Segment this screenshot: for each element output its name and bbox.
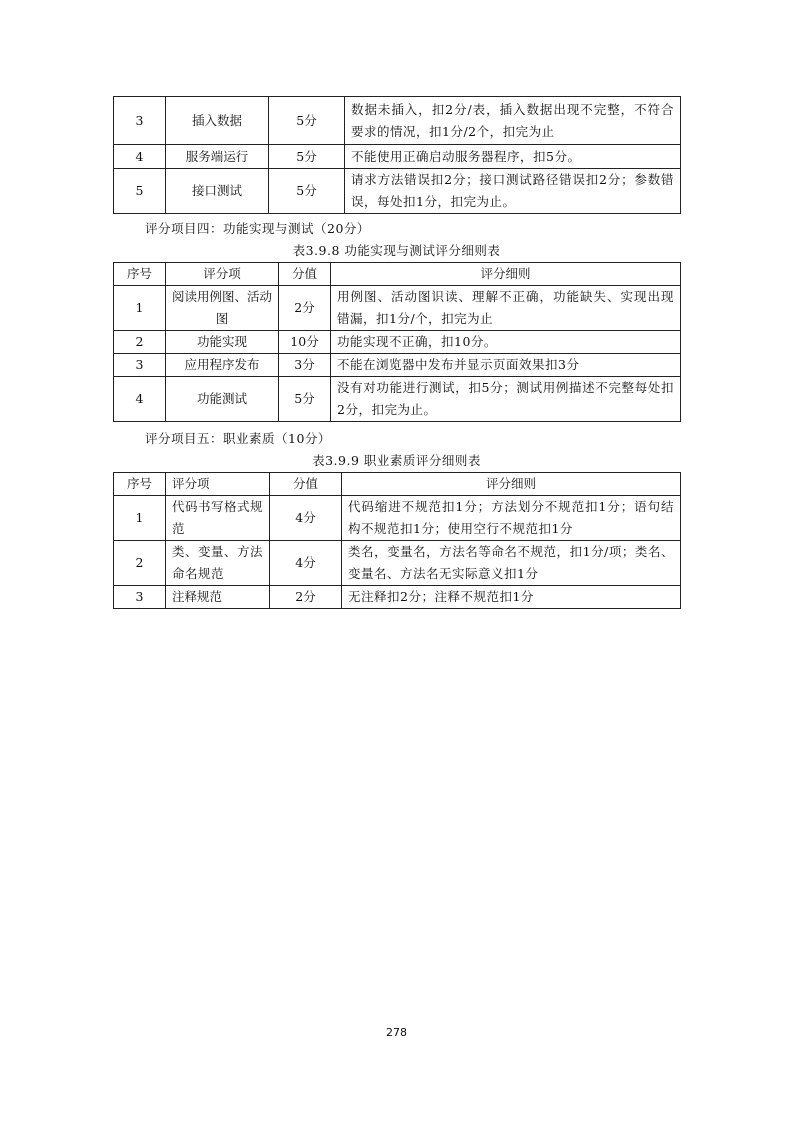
row-score: 10分 bbox=[279, 331, 331, 354]
header-detail: 评分细则 bbox=[342, 473, 681, 496]
table-row bbox=[114, 541, 681, 586]
header-score: 分值 bbox=[270, 473, 342, 496]
table-row bbox=[114, 586, 681, 609]
row-detail: 无注释扣2分；注释不规范扣1分 bbox=[342, 586, 681, 609]
row-score: 2分 bbox=[279, 286, 331, 331]
table-caption-4: 表3.9.8 功能实现与测试评分细则表 bbox=[292, 243, 501, 258]
row-score: 5分 bbox=[269, 97, 345, 145]
row-item: 注释规范 bbox=[166, 586, 270, 609]
row-item: 阅读用例图、活动图 bbox=[166, 286, 279, 331]
row-detail: 没有对功能进行测试，扣5分；测试用例描述不完整每处扣2分，扣完为止。 bbox=[331, 377, 681, 422]
row-detail: 不能在浏览器中发布并显示页面效果扣3分 bbox=[331, 354, 681, 377]
table-row bbox=[114, 354, 681, 377]
row-detail: 不能使用正确启动服务器程序，扣5分。 bbox=[345, 145, 681, 169]
row-number: 1 bbox=[114, 286, 166, 331]
header-item: 评分项 bbox=[166, 473, 270, 496]
row-item: 功能实现 bbox=[166, 331, 279, 354]
table-row bbox=[114, 169, 681, 214]
row-score: 4分 bbox=[270, 496, 342, 541]
row-number: 4 bbox=[114, 145, 166, 169]
row-item: 插入数据 bbox=[166, 97, 269, 145]
header-number: 序号 bbox=[114, 263, 166, 286]
row-score: 4分 bbox=[270, 541, 342, 586]
row-detail: 数据未插入，扣2分/表，插入数据出现不完整，不符合要求的情况，扣1分/2个，扣完为止 bbox=[345, 97, 681, 145]
section-heading-5: 评分项目五：职业素质（10分） bbox=[145, 431, 331, 446]
row-item: 应用程序发布 bbox=[166, 354, 279, 377]
row-number: 3 bbox=[114, 586, 166, 609]
table-caption-5: 表3.9.9 职业素质评分细则表 bbox=[312, 453, 481, 468]
row-item: 类、变量、方法命名规范 bbox=[166, 541, 270, 586]
header-detail: 评分细则 bbox=[331, 263, 681, 286]
row-score: 5分 bbox=[269, 145, 345, 169]
row-number: 5 bbox=[114, 169, 166, 214]
table-continued bbox=[113, 96, 681, 214]
row-score: 3分 bbox=[279, 354, 331, 377]
table-row bbox=[114, 97, 681, 145]
row-number: 3 bbox=[114, 354, 166, 377]
header-item: 评分项 bbox=[166, 263, 279, 286]
row-number: 2 bbox=[114, 331, 166, 354]
row-detail: 代码缩进不规范扣1分；方法划分不规范扣1分；语句结构不规范扣1分；使用空行不规范扣1分 bbox=[342, 496, 681, 541]
row-number: 4 bbox=[114, 377, 166, 422]
row-number: 1 bbox=[114, 496, 166, 541]
table-row bbox=[114, 496, 681, 541]
row-detail: 类名，变量名，方法名等命名不规范，扣1分/项；类名、变量名、方法名无实际意义扣1分 bbox=[342, 541, 681, 586]
section-heading-4: 评分项目四：功能实现与测试（20分） bbox=[145, 221, 370, 236]
row-item: 功能测试 bbox=[166, 377, 279, 422]
table-row bbox=[114, 377, 681, 422]
row-number: 3 bbox=[114, 97, 166, 145]
row-item: 服务端运行 bbox=[166, 145, 269, 169]
row-item: 代码书写格式规范 bbox=[166, 496, 270, 541]
row-number: 2 bbox=[114, 541, 166, 586]
row-score: 5分 bbox=[279, 377, 331, 422]
row-item: 接口测试 bbox=[166, 169, 269, 214]
table-function-testing bbox=[113, 262, 681, 422]
header-score: 分值 bbox=[279, 263, 331, 286]
row-score: 5分 bbox=[269, 169, 345, 214]
row-score: 2分 bbox=[270, 586, 342, 609]
table-row bbox=[114, 286, 681, 331]
table-professional-quality bbox=[113, 472, 681, 609]
table-header-row bbox=[114, 473, 681, 496]
table-header-row bbox=[114, 263, 681, 286]
row-detail: 请求方法错误扣2分；接口测试路径错误扣2分；参数错误，每处扣1分，扣完为止。 bbox=[345, 169, 681, 214]
header-number: 序号 bbox=[114, 473, 166, 496]
table-row bbox=[114, 145, 681, 169]
row-detail: 功能实现不正确，扣10分。 bbox=[331, 331, 681, 354]
table-row bbox=[114, 331, 681, 354]
page-number: 278 bbox=[386, 1026, 407, 1039]
row-detail: 用例图、活动图识读、理解不正确，功能缺失、实现出现错漏，扣1分/个，扣完为止 bbox=[331, 286, 681, 331]
